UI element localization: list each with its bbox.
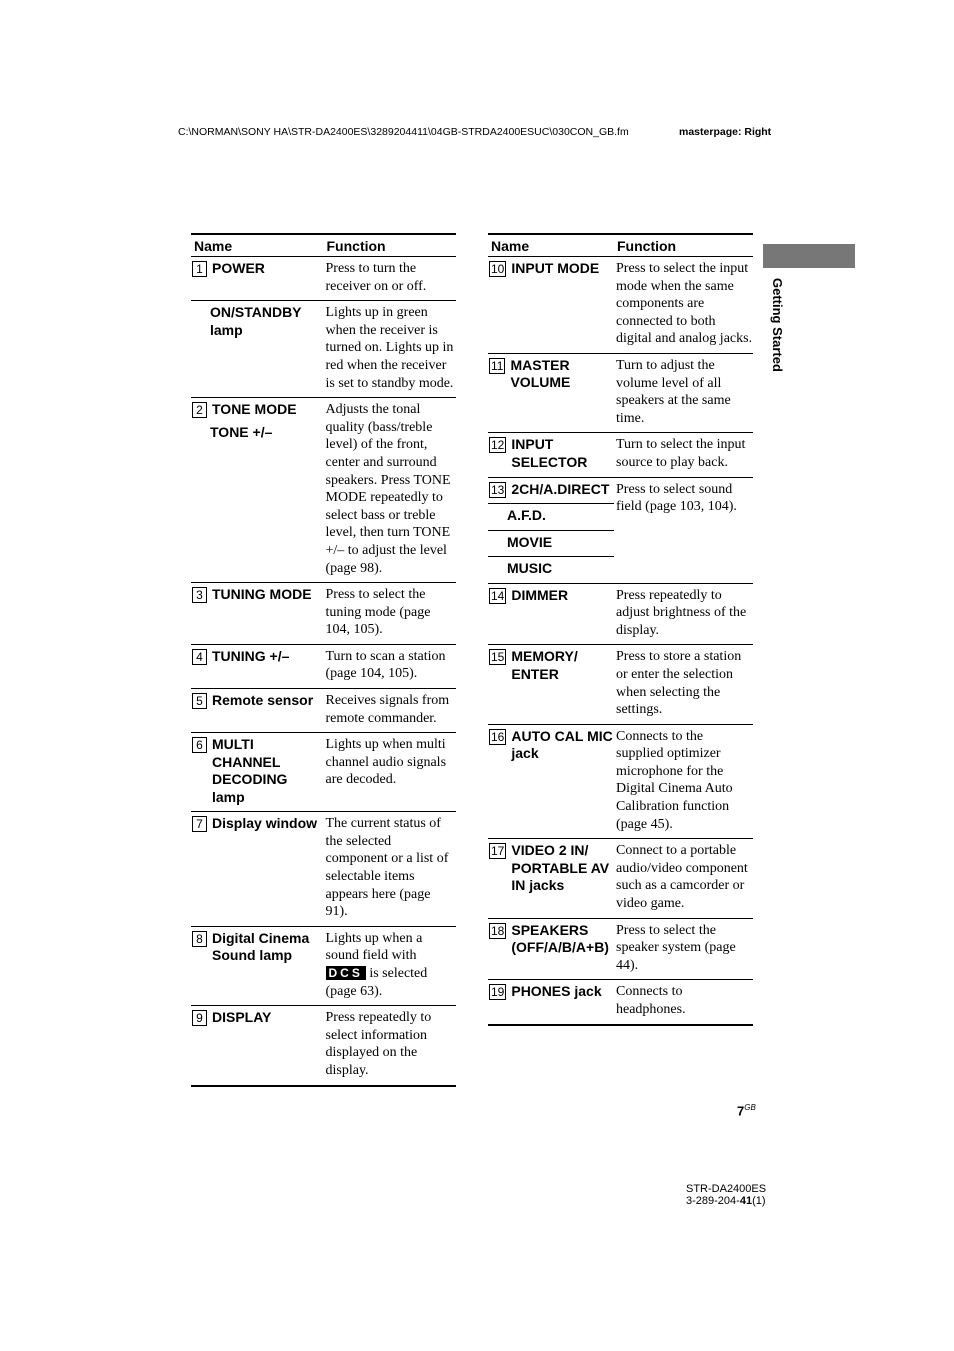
item-name: SPEAKERS (OFF/A/B/A+B) xyxy=(511,921,609,956)
item-name: AUTO CAL MIC jack xyxy=(511,727,613,762)
document-code xyxy=(686,1195,766,1207)
item-number: 10 xyxy=(491,262,505,276)
table-row xyxy=(191,926,456,1005)
table-row xyxy=(191,733,456,812)
item-number: 7 xyxy=(192,816,207,832)
table-row xyxy=(488,477,753,504)
masterpage-header: masterpage: Right xyxy=(679,126,772,138)
item-function: Press to select the speaker system (page 44). xyxy=(616,922,736,973)
item-function: Press to store a station or enter the selection when selecting the settings. xyxy=(616,649,742,718)
item-function: Press repeatedly to adjust brightness of the display. xyxy=(616,587,747,638)
item-name: TONE +/– xyxy=(210,423,273,440)
item-function: Turn to scan a station (page 104, 105). xyxy=(325,648,446,682)
item-number: 8 xyxy=(192,931,207,947)
item-number: 12 xyxy=(491,438,505,453)
item-name: TUNING MODE xyxy=(212,586,312,603)
item-function: Connects to headphones. xyxy=(616,984,686,1017)
item-function xyxy=(324,930,457,1000)
item-name: MOVIE xyxy=(507,533,553,550)
model-footer xyxy=(686,1183,766,1207)
table-row xyxy=(488,433,753,477)
item-name: MASTER VOLUME xyxy=(510,356,571,391)
name-column-header: Name xyxy=(191,234,324,257)
item-name: INPUT SELECTOR xyxy=(511,436,588,470)
item-name: Remote sensor xyxy=(212,692,314,709)
table-row xyxy=(191,689,456,733)
code-prefix: 3-289-204- xyxy=(686,1195,740,1207)
item-function: Lights up in green when the receiver is turned on. Lights up in red when the receiver is set to standby mode. xyxy=(325,305,454,391)
item-name: MUSIC xyxy=(507,560,553,577)
table-row xyxy=(191,301,456,398)
item-name: Digital Cinema Sound lamp xyxy=(212,929,310,964)
item-name: 2CH/A.DIRECT xyxy=(511,480,610,497)
table-row xyxy=(488,257,753,354)
table-row xyxy=(488,980,753,1025)
item-name: ON/STANDBY lamp xyxy=(210,304,302,338)
item-number: 19 xyxy=(491,985,505,1000)
item-function: Press to select the tuning mode (page 104, 105). xyxy=(325,587,431,638)
item-name: DISPLAY xyxy=(212,1009,272,1026)
table-row xyxy=(191,257,456,301)
section-side-label: Getting Started xyxy=(770,278,785,372)
item-name: VIDEO 2 IN/ PORTABLE AV IN jacks xyxy=(511,842,610,894)
function-column-header: Function xyxy=(324,234,457,257)
table-row xyxy=(488,724,753,839)
item-function: Turn to adjust the volume level of all speakers at the same time. xyxy=(616,357,731,426)
item-function: Lights up when multi channel audio signals are decoded. xyxy=(325,737,447,788)
item-number: 17 xyxy=(491,844,505,859)
table-row xyxy=(191,583,456,645)
item-name: DIMMER xyxy=(511,586,569,603)
item-function: The current status of the selected component or a list of selectable items appears here (page 91). xyxy=(325,816,449,920)
item-name: PHONES jack xyxy=(511,983,602,1000)
right-parts-table xyxy=(488,233,753,1026)
table-row xyxy=(488,645,753,724)
table-row xyxy=(488,353,753,432)
item-function: Press repeatedly to select information displayed on the display. xyxy=(325,1010,432,1078)
item-function: Connects to the supplied optimizer microphone for the Digital Cinema Auto Calibration function (page 45). xyxy=(616,728,733,832)
item-number: 18 xyxy=(491,923,505,938)
code-suffix: (1) xyxy=(752,1195,766,1207)
item-number: 2 xyxy=(192,402,207,418)
item-number: 9 xyxy=(192,1010,207,1026)
file-path-header: C:\NORMAN\SONY HA\STR-DA2400ES\3289204411\04GB-STRDA2400ESUC\030CON_GB.fm xyxy=(178,126,629,138)
name-column-header: Name xyxy=(488,234,614,257)
item-name: Display window xyxy=(212,815,318,832)
item-name: MEMORY/ ENTER xyxy=(511,648,578,682)
table-row xyxy=(488,583,753,645)
function-text: is selected (page 63). xyxy=(325,966,428,999)
item-number: 5 xyxy=(192,693,207,709)
item-number: 4 xyxy=(192,649,207,665)
item-number: 15 xyxy=(491,650,505,665)
model-name: STR-DA2400ES xyxy=(686,1183,767,1195)
item-function: Adjusts the tonal quality (bass/treble level) of the front, center and surround speakers. Press TONE MODE repeatedly to select bass or treble level, then turn TONE +/– to adjust the level (page 98). xyxy=(325,402,451,576)
item-name: INPUT MODE xyxy=(511,260,600,276)
table-row xyxy=(191,644,456,688)
item-name: A.F.D. xyxy=(507,507,546,524)
item-function: Connect to a portable audio/video component such as a camcorder or video game. xyxy=(616,843,748,912)
item-name: TUNING +/– xyxy=(212,647,290,664)
page-number-value: 7 xyxy=(737,1103,745,1119)
table-row xyxy=(488,918,753,980)
table-row xyxy=(191,398,456,583)
item-function: Receives signals from remote commander. xyxy=(325,693,450,726)
page-number xyxy=(737,1103,756,1118)
function-column-header: Function xyxy=(614,234,753,257)
code-bold: 41 xyxy=(739,1195,753,1207)
left-parts-table xyxy=(191,233,456,1087)
table-row xyxy=(191,1006,456,1086)
item-number: 11 xyxy=(491,358,504,373)
dcs-badge: DCS xyxy=(326,966,366,980)
table-row xyxy=(488,839,753,918)
item-number: 16 xyxy=(491,729,505,744)
item-number: 3 xyxy=(192,587,207,603)
section-tab-marker xyxy=(763,244,855,268)
function-text: Lights up when a sound field with xyxy=(325,930,423,964)
item-function: Turn to select the input source to play back. xyxy=(616,437,746,470)
table-row xyxy=(191,812,456,927)
item-name: MULTI CHANNEL DECODING lamp xyxy=(212,736,288,805)
item-number: 13 xyxy=(491,482,505,497)
item-function: Press to select the input mode when the same components are connected to both digital and analog jacks. xyxy=(616,261,753,347)
item-number: 1 xyxy=(192,261,207,277)
item-function: Press to turn the receiver on or off. xyxy=(325,261,427,294)
page-number-suffix: GB xyxy=(744,1103,756,1112)
item-name: TONE MODE xyxy=(212,401,297,418)
item-number: 14 xyxy=(491,588,505,603)
item-name: POWER xyxy=(212,260,265,276)
item-function: Press to select sound field (page 103, 104). xyxy=(616,481,737,515)
item-number: 6 xyxy=(192,737,207,753)
